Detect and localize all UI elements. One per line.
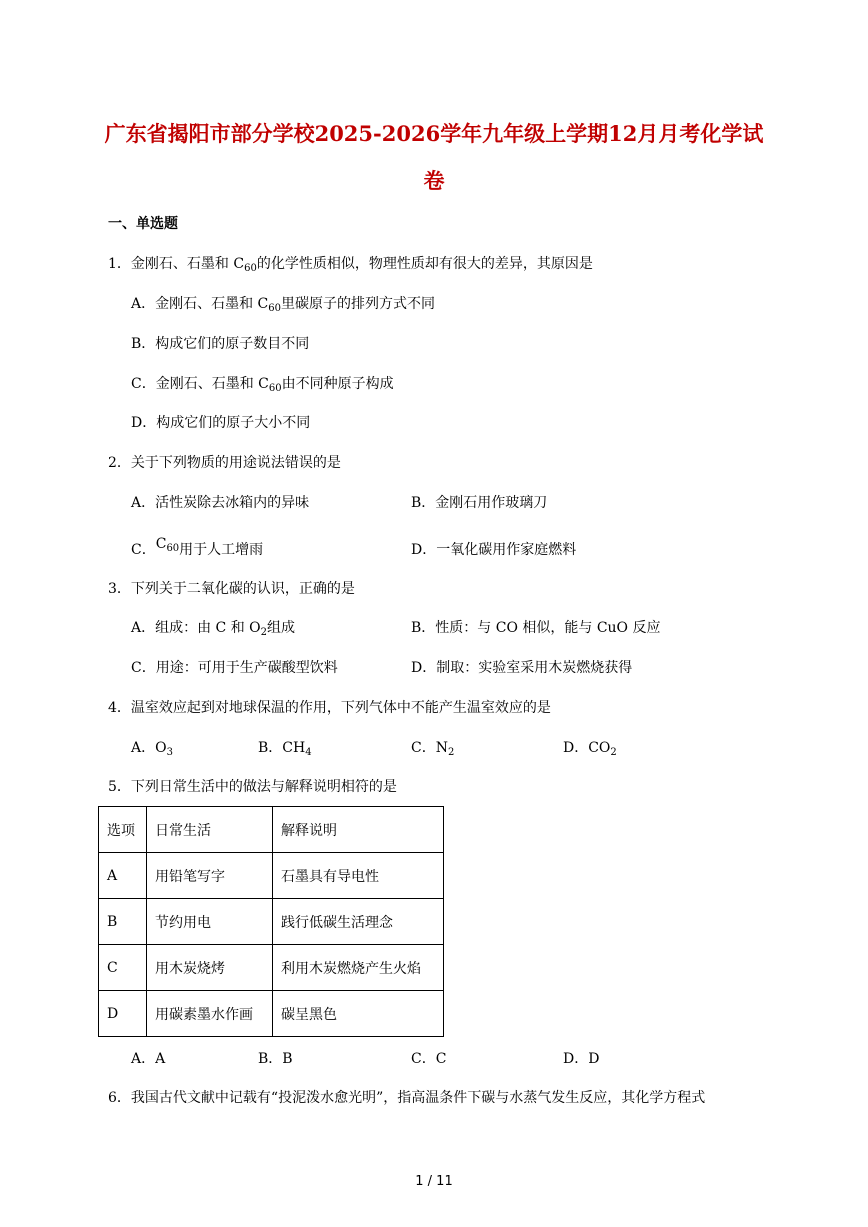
question-6-stem: 6．我国古代文献中记载有“投泥泼水愈光明”，指高温条件下碳与水蒸气发生反应，其化学方程式 xyxy=(108,1090,706,1106)
document-title-line1: 广东省揭阳市部分学校2025-2026学年九年级上学期12月月考化学试 xyxy=(104,121,764,146)
table-cell: 碳呈黑色 xyxy=(273,991,444,1037)
question-1-option-c: C．金刚石、石墨和 $C_{60}$由不同种原子构成 xyxy=(131,376,394,394)
question-5-stem: 5．下列日常生活中的做法与解释说明相符的是 xyxy=(108,779,397,795)
question-1-option-d: D．构成它们的原子大小不同 xyxy=(131,415,311,431)
question-5-option-c: C．C xyxy=(411,1051,447,1067)
question-1-option-a: A．金刚石、石墨和 $C_{60}$里碳原子的排列方式不同 xyxy=(131,296,436,314)
table-cell: 用铅笔写字 xyxy=(147,853,273,899)
question-4-option-c: C．$N_2$ xyxy=(411,740,455,758)
question-5-option-b: B．B xyxy=(258,1051,293,1067)
question-4-option-b: B．$CH_4$ xyxy=(258,740,312,758)
table-cell: 节约用电 xyxy=(147,899,273,945)
table-row xyxy=(99,807,444,853)
question-2-option-c: C．$C_{60}$用于人工增雨 xyxy=(131,536,264,558)
page-number: 1 / 11 xyxy=(415,1174,453,1189)
question-2-option-d: D．一氧化碳用作家庭燃料 xyxy=(411,542,577,558)
table-row xyxy=(99,899,444,945)
question-3-stem: 3．下列关于二氧化碳的认识，正确的是 xyxy=(108,581,355,597)
table-cell: C xyxy=(99,945,147,991)
question-3-option-a: A．组成：由 C 和 $O_2$组成 xyxy=(131,620,296,638)
table-header-cell: 解释说明 xyxy=(273,807,444,853)
question-1-option-b: B．构成它们的原子数目不同 xyxy=(131,336,310,352)
document-title-line2: 卷 xyxy=(423,168,445,193)
question-2-option-b: B．金刚石用作玻璃刀 xyxy=(411,495,548,511)
table-row xyxy=(99,945,444,991)
question-1-stem: 1．金刚石、石墨和 $C_{60}$的化学性质相似，物理性质却有很大的差异，其原因是 xyxy=(108,256,593,274)
table-row xyxy=(99,991,444,1037)
question-3-option-b: B．性质：与 CO 相似，能与 CuO 反应 xyxy=(411,620,661,636)
table-cell: 用木炭烧烤 xyxy=(147,945,273,991)
question-3-option-c: C．用途：可用于生产碳酸型饮料 xyxy=(131,660,338,676)
question-2-stem: 2．关于下列物质的用途说法错误的是 xyxy=(108,455,341,471)
question-4-option-d: D．$CO_2$ xyxy=(563,740,617,758)
table-cell: A xyxy=(99,853,147,899)
question-5-option-a: A．A xyxy=(131,1051,166,1067)
table-cell: B xyxy=(99,899,147,945)
question-4-stem: 4．温室效应起到对地球保温的作用，下列气体中不能产生温室效应的是 xyxy=(108,700,551,716)
question-5-option-d: D．D xyxy=(563,1051,600,1067)
question-5-table xyxy=(98,806,444,1037)
table-header-cell: 选项 xyxy=(99,807,147,853)
table-cell: 利用木炭燃烧产生火焰 xyxy=(273,945,444,991)
table-cell: D xyxy=(99,991,147,1037)
table-cell: 践行低碳生活理念 xyxy=(273,899,444,945)
table-cell: 用碳素墨水作画 xyxy=(147,991,273,1037)
section-heading: 一、单选题 xyxy=(108,216,178,232)
table-row xyxy=(99,853,444,899)
question-3-option-d: D．制取：实验室采用木炭燃烧获得 xyxy=(411,660,633,676)
table-header-cell: 日常生活 xyxy=(147,807,273,853)
question-4-option-a: A．$O_3$ xyxy=(131,740,173,758)
question-2-option-a: A．活性炭除去冰箱内的异味 xyxy=(131,495,310,511)
table-cell: 石墨具有导电性 xyxy=(273,853,444,899)
